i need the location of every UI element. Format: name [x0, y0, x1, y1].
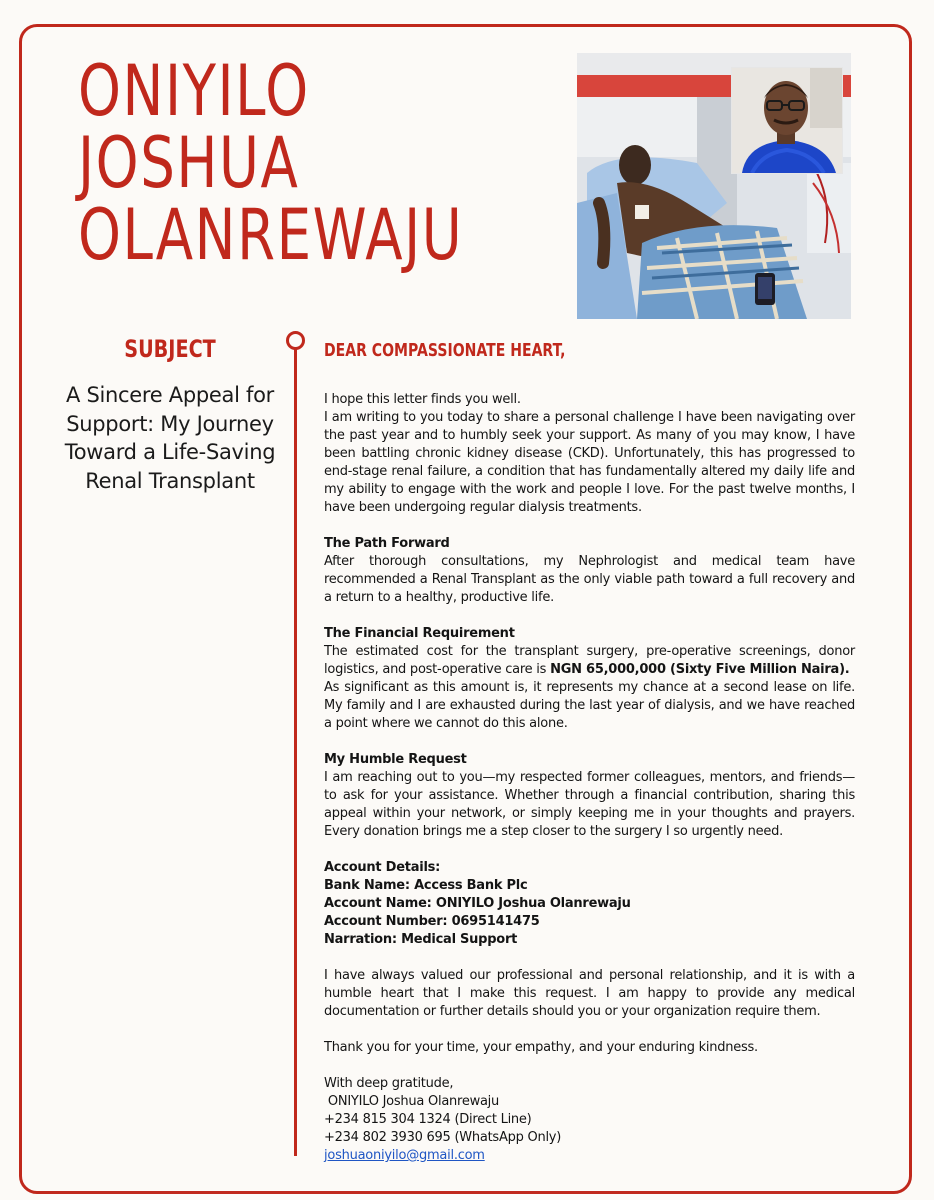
- timeline-marker: [286, 331, 305, 350]
- financial-text-post: As significant as this amount is, it represents my chance at a second lease on life. My family and I are exhausted during the last year of dialysis, and we have reached a point where we cannot do this alone.: [324, 680, 855, 731]
- subject-label: SUBJECT: [124, 335, 216, 363]
- email-link[interactable]: joshuaoniyilo@gmail.com: [324, 1148, 485, 1163]
- financial-text: [324, 643, 855, 679]
- account-bank: Bank Name: Access Bank Plc: [324, 878, 528, 893]
- salutation: DEAR COMPASSIONATE HEART,: [324, 340, 566, 361]
- thanks-line: Thank you for your time, your empathy, and your enduring kindness.: [324, 1040, 758, 1055]
- financial-amount: NGN 65,000,000 (Sixty Five Million Naira).: [550, 662, 850, 677]
- letter-body: [324, 391, 855, 1165]
- account-narration: Narration: Medical Support: [324, 932, 518, 947]
- name-line-1: ONIYILO: [78, 50, 310, 132]
- financial-heading: The Financial Requirement: [324, 626, 515, 641]
- portrait-illustration: [732, 68, 842, 173]
- path-forward-heading: The Path Forward: [324, 536, 450, 551]
- financial-text-pre: The estimated cost for the transplant surgery, pre-operative screenings, donor logistics, and post-operative care is: [324, 644, 855, 677]
- name-line-3: OLANREWAJU: [78, 194, 464, 276]
- request-text: I am reaching out to you—my respected former colleagues, mentors, and friends—to ask for your assistance. Whether through a financial contribution, sharing this appeal within your network, or simply keeping me in your thoughts and prayers. Every donation brings me a step closer to the surgery I so urgently need.: [324, 770, 855, 839]
- path-forward-text: After thorough consultations, my Nephrologist and medical team have recommended a Renal Transplant as the only viable path toward a full recovery and a return to a healthy, productive life.: [324, 554, 855, 605]
- portrait-inset: [731, 67, 843, 174]
- phone-whatsapp: +234 802 3930 695 (WhatsApp Only): [324, 1130, 562, 1145]
- phone-direct: +234 815 304 1324 (Direct Line): [324, 1112, 532, 1127]
- account-heading: Account Details:: [324, 860, 441, 875]
- signoff: With deep gratitude,: [324, 1076, 454, 1091]
- signature-name: ONIYILO Joshua Olanrewaju: [324, 1094, 500, 1109]
- subject-text: A Sincere Appeal for Support: My Journey Toward a Life-Saving Renal Transplant: [64, 383, 276, 493]
- request-heading: My Humble Request: [324, 752, 467, 767]
- timeline-line: [294, 348, 297, 1156]
- account-number: Account Number: 0695141475: [324, 914, 540, 929]
- name-line-2: JOSHUA: [78, 122, 300, 204]
- account-name: Account Name: ONIYILO Joshua Olanrewaju: [324, 896, 631, 911]
- intro-paragraph: I am writing to you today to share a personal challenge I have been navigating over the past year and to humbly seek your support. As many of you may know, I have been battling chronic kidney disease (CKD). Unfortunately, this has progressed to end-stage renal failure, a condition that has fundamentally altered my daily life and my ability to engage with the work and people I love. For the past twelve months, I have been undergoing regular dialysis treatments.: [324, 410, 855, 515]
- closing-paragraph: I have always valued our professional and personal relationship, and it is with a humble heart that I make this request. I am happy to provide any medical documentation or further details should you or your organization require them.: [324, 968, 855, 1019]
- intro-greeting: I hope this letter finds you well.: [324, 392, 521, 407]
- applicant-name: [78, 50, 464, 276]
